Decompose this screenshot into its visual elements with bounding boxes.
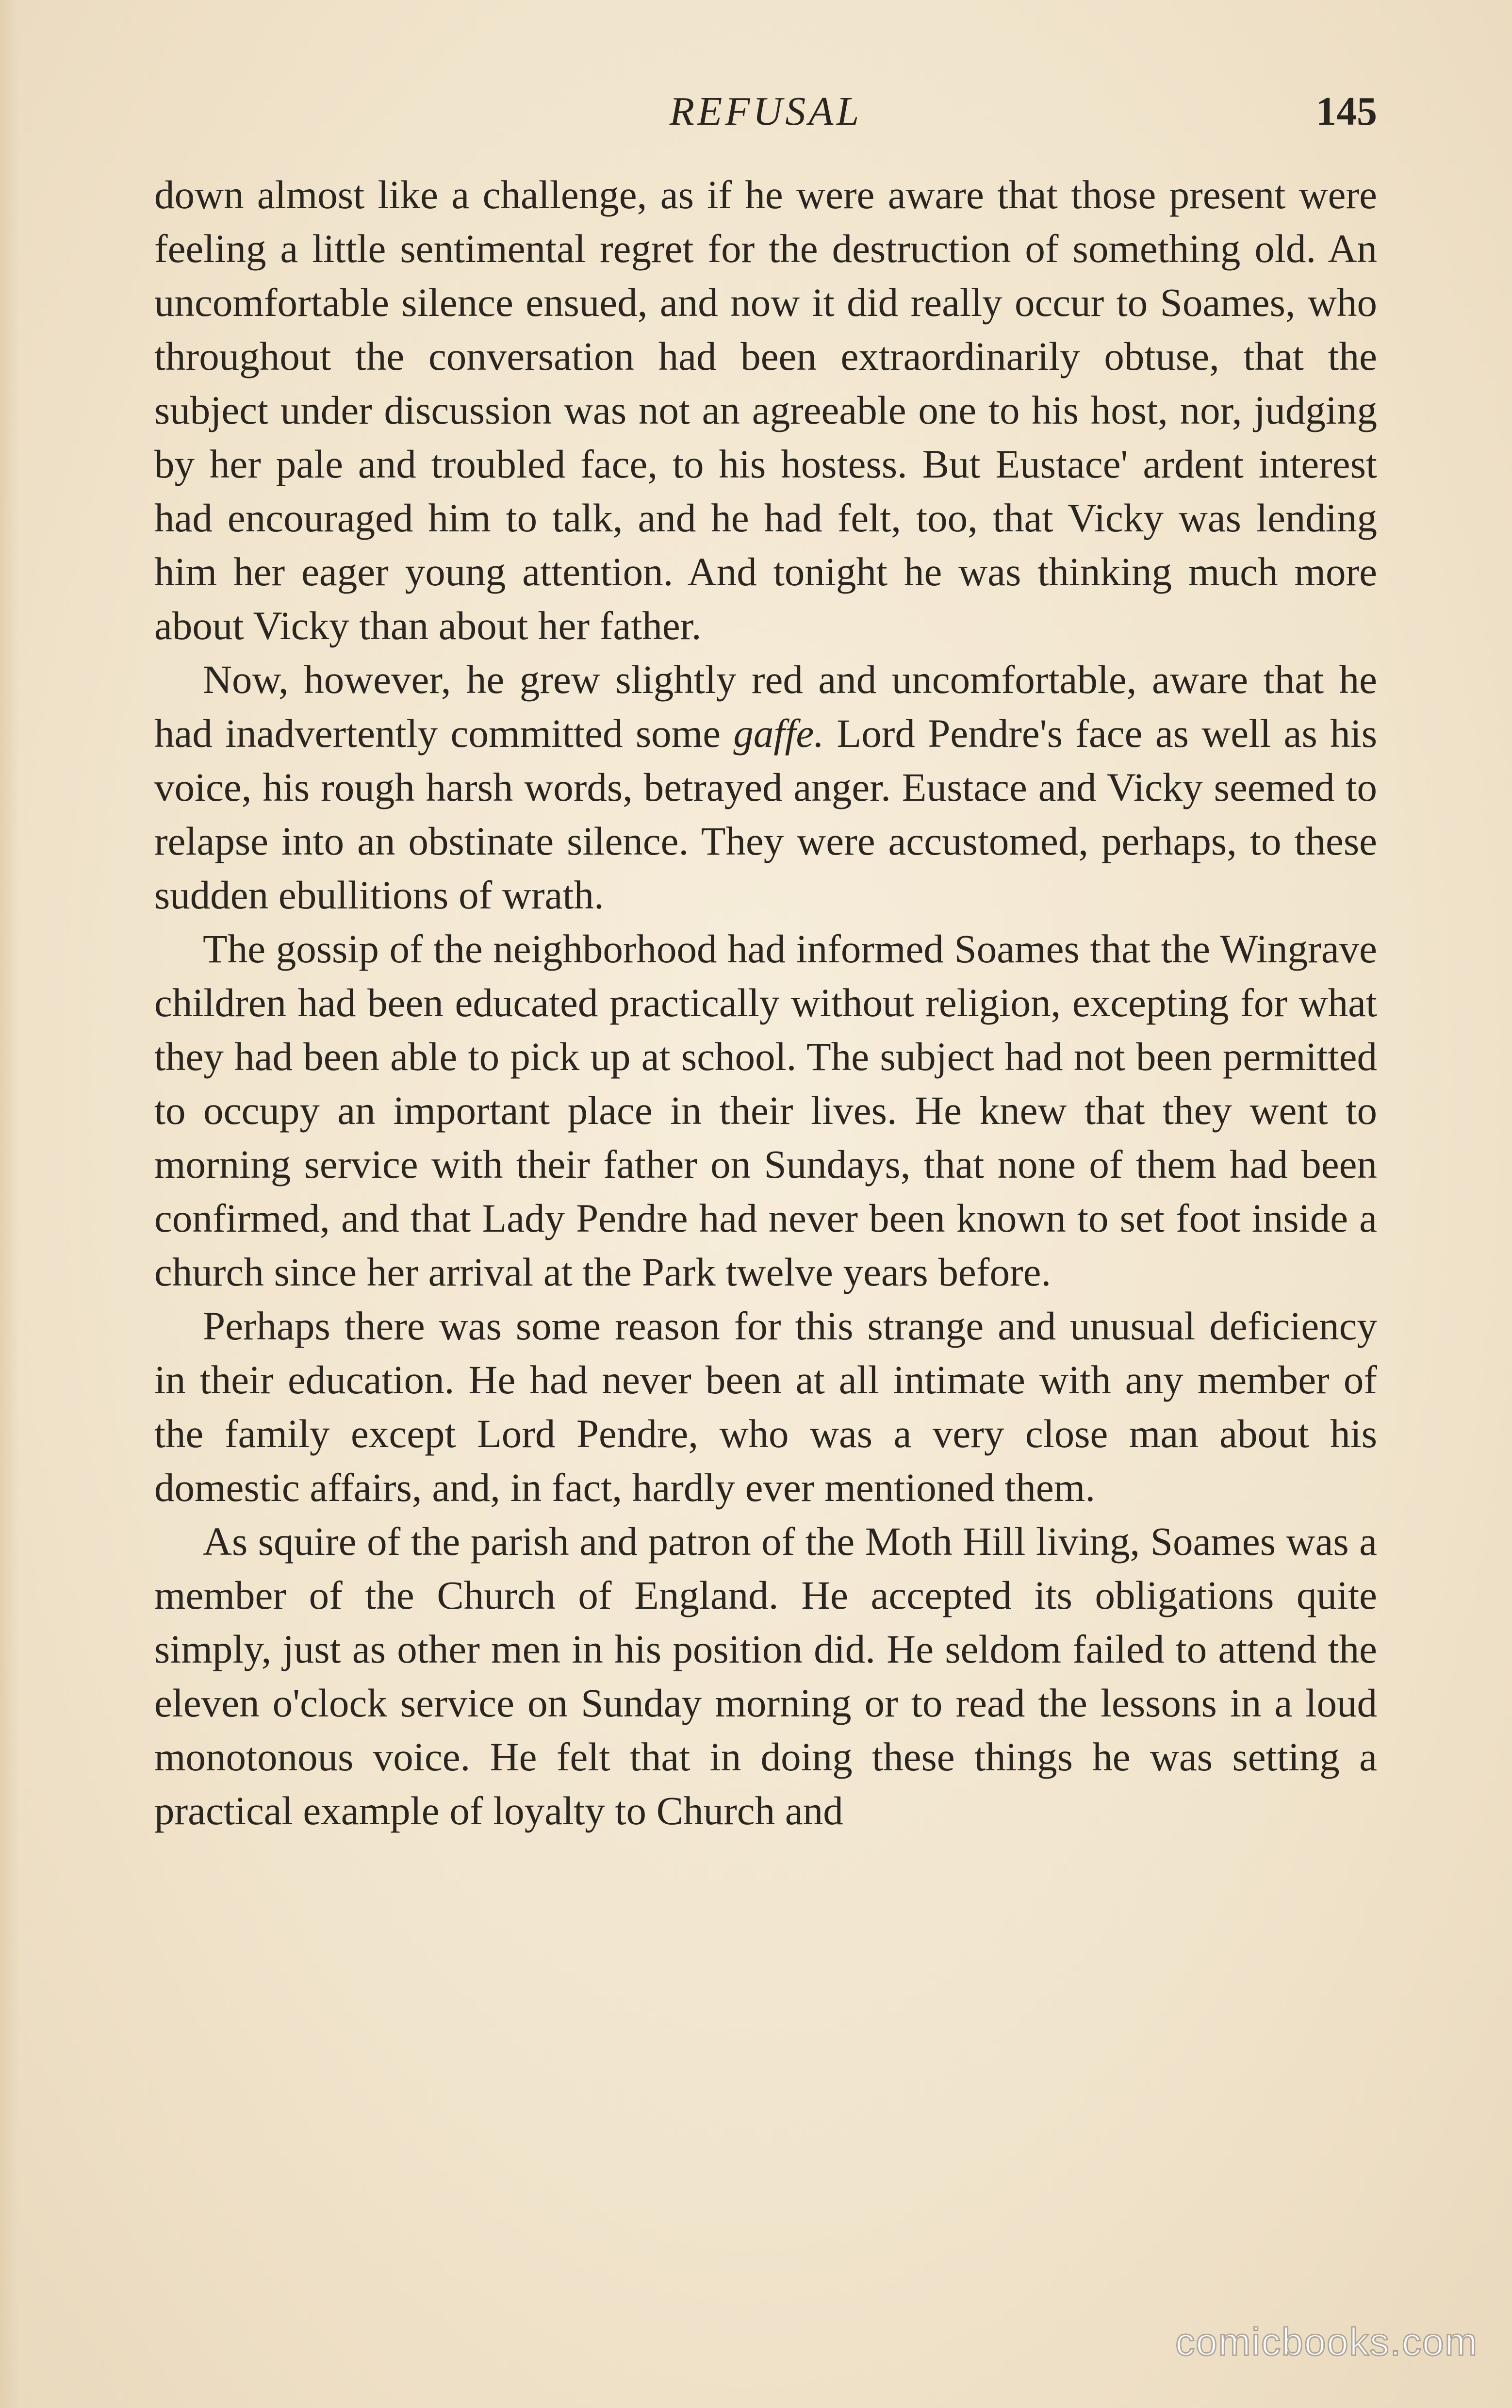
paragraph-2-text-b: Lord Pendre's face as well as his voice, his rough harsh words, betrayed anger. Eustace and Vicky seemed to relapse into an obstinate silence. They were accustomed, perhaps, to these sudden ebullitions of wrath. bbox=[154, 711, 1377, 917]
paragraph-4: Perhaps there was some reason for this strange and unusual deficiency in their education. He had never been at all intimate with any member of the family except Lord Pendre, who was a very close man about his domestic affairs, and, in fact, hardly ever mentioned them. bbox=[154, 1303, 1377, 1510]
body-text bbox=[154, 168, 1377, 1838]
paragraph-5: As squire of the parish and patron of the Moth Hill living, Soames was a member of the Church of England. He accepted its obligations quite simply, just as other men in his position did. He seldom failed to attend the eleven o'clock service on Sunday morning or to read the lessons in a loud monotonous voice. He felt that in doing these things he was setting a practical example of loyalty to Church and bbox=[154, 1519, 1377, 1833]
paragraph-1: down almost like a challenge, as if he were aware that those present were feeling a little sentimental regret for the destruction of something old. An uncomfortable silence ensued, and now it did really occur to Soames, who throughout the conversation had been extraordinarily obtuse, that the subject under discussion was not an agreeable one to his host, nor, judging by her pale and troubled face, to his hostess. But Eustace' ardent interest had encouraged him to talk, and he had felt, too, that Vicky was lending him her eager young attention. And tonight he was thinking much more about Vicky than about her father. bbox=[154, 172, 1377, 648]
page-number: 145 bbox=[1316, 89, 1377, 134]
watermark-logo: comicbooks.com bbox=[1175, 2320, 1478, 2363]
running-head: REFUSAL bbox=[669, 89, 862, 134]
page-header bbox=[154, 82, 1377, 141]
italic-gaffe: gaffe. bbox=[733, 711, 824, 756]
paragraph-2-text-a: Now, however, he grew slightly red and uncomfortable, aware that he had inadvertently committed some bbox=[154, 657, 1377, 756]
page-gutter-shadow bbox=[0, 0, 19, 2408]
paragraph-3: The gossip of the neighborhood had informed Soames that the Wingrave children had been educated practically without religion, excepting for what they had been able to pick up at school. The subject had not been permitted to occupy an important place in their lives. He knew that they went to morning service with their father on Sundays, that none of them had been confirmed, and that Lady Pendre had never been known to set foot inside a church since her arrival at the Park twelve years before. bbox=[154, 926, 1377, 1294]
paragraph-2 bbox=[154, 653, 1377, 922]
